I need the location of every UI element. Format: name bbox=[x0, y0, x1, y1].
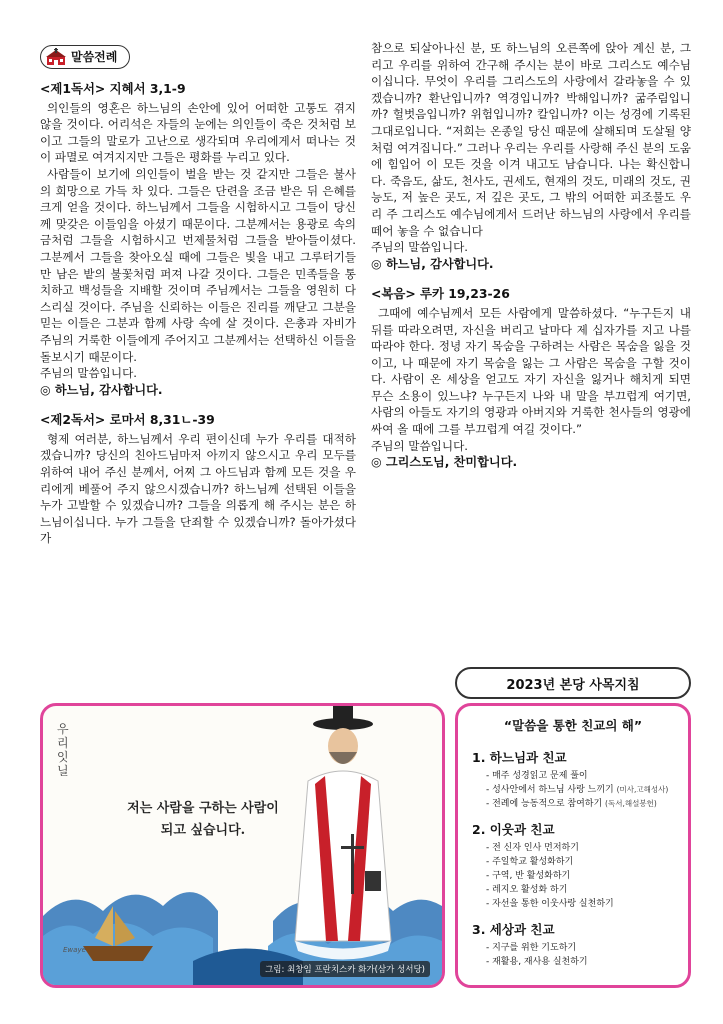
guide-section-title: 2. 이웃과 친교 bbox=[472, 822, 555, 837]
guide-item-note: (미사,고해성사) bbox=[616, 785, 669, 794]
reading1-heading bbox=[40, 81, 356, 98]
guide-item: - 구역, 반 활성화하기 bbox=[486, 871, 571, 881]
illustration-caption: 그림: 최창임 프란치스카 화가(삼가 성서당) bbox=[260, 961, 430, 977]
guide-section-title: 3. 세상과 친교 bbox=[472, 922, 555, 937]
gospel-closing: 주님의 말씀입니다. bbox=[371, 438, 468, 453]
quote-line-2: 되고 싶습니다. bbox=[160, 823, 246, 838]
reading2-response: ◎ 하느님, 감사합니다. bbox=[371, 256, 494, 271]
reading2-ref: 로마서 8,31ㄴ-39 bbox=[109, 412, 215, 428]
liturgy-badge bbox=[40, 45, 130, 69]
reading1-response: ◎ 하느님, 감사합니다. bbox=[40, 382, 163, 397]
reading2-closing: 주님의 말씀입니다. bbox=[371, 240, 468, 255]
guide-item-text: - 성사안에서 하느님 사랑 느끼기 bbox=[486, 785, 614, 795]
guide-item-text: - 매주 성경읽고 문제 풀이 bbox=[486, 771, 588, 781]
reading2-heading bbox=[40, 412, 356, 429]
pastoral-guide-box bbox=[455, 703, 691, 988]
guide-item: - 지구를 위한 기도하기 bbox=[486, 943, 577, 953]
reading2-paragraph-part2: 참으로 되살아나신 분, 또 하느님의 오른쪽에 앉아 계신 분, 그리고 우리를 위하여 간구해 주시는 분이 바로 그리스도 예수님이십니다. 무엇이 우리를 그리스도의 사랑에서 갈라놓을 수 있겠습니까? 환난입니까? 역경입니까? 박해입니까? 굶주림입니까? 헐벗음입니까? 위험입니까? 칼입니까? 이는 성경에 기록된 그대로입니다. “저희는 온종일 당신 때문에 살해되며 도살될 양처럼 여겨집니다.” 그러나 우리는 우리를 사랑해 주신 분의 도움에 힘입어 이 모든 것을 이겨 내고도 남습니다. 나는 확신합니다. 죽음도, 삶도, 천사도, 권세도, 현재의 것도, 미래의 것도, 권능도, 저 높은 곳도, 저 깊은 곳도, 그 밖의 어떠한 피조물도 우리 주 그리스도 예수님에게서 드러난 하느님의 사랑에서 우리를 떼어 놓을 수 없습니다 bbox=[371, 41, 691, 238]
guide-item-note: (독서,해설봉헌) bbox=[605, 799, 657, 808]
badge-label: 말씀전례 bbox=[71, 49, 118, 64]
pastoral-guide-title-text: 2023년 본당 사목지침 bbox=[506, 677, 640, 693]
artist-signature: Ewayé bbox=[63, 946, 86, 954]
gospel-heading bbox=[371, 286, 691, 303]
guide-section bbox=[468, 748, 678, 811]
guide-motto: “말씀을 통한 친교의 해” bbox=[503, 718, 643, 733]
pastoral-guide-title bbox=[455, 667, 691, 699]
gospel-ref: 루카 19,23-26 bbox=[420, 286, 510, 302]
guide-item: - 전 신자 인사 먼저하기 bbox=[486, 843, 579, 853]
gospel-paragraph: 그때에 예수님께서 모든 사람에게 말씀하셨다. “누구든지 내 뒤를 따라오려면, 자신을 버리고 날마다 제 십자가를 지고 나를 따라야 한다. 정녕 자기 목숨을 구하려는 사람은 목숨을 잃을 것이고, 나 때문에 자기 목숨을 잃는 그 사람은 목숨을 구할 것이다. 사람이 온 세상을 얻고도 자기 자신을 잃거나 해치게 되면 무슨 소용이 있느냐? 누구든지 나와 내 말을 부끄럽게 여기면, 사람의 아들도 자기의 영광과 아버지와 거룩한 천사들의 영광에 싸여 올 때에 그를 부끄럽게 여길 것이다.” bbox=[371, 305, 691, 437]
guide-item: - 자선을 통한 이웃사랑 실천하기 bbox=[486, 899, 614, 909]
guide-item: - 재활용, 재사용 실천하기 bbox=[486, 957, 588, 967]
reading1-paragraph-2: 사람들이 보기에 의인들이 벌을 받는 것 같지만 그들은 불사의 희망으로 가득 차 있다. 그들은 단련을 조금 받은 뒤 은혜를 크게 얻을 것이다. 하느님께서 그들을 시험하시고 그들이 당신께 맞갖은 이들임을 아셨기 때문이다. 그분께서는 용광로 속의 금처럼 그들을 시험하시고 번제물처럼 그들을 받아들이셨다. 그분께서 그들을 찾아오실 때에 그들은 빛을 내고 그루터기들만 남은 밭의 불꽃처럼 퍼져 나갈 것이다. 그들은 민족들을 통치하고 백성들을 지배할 것이며 주님께서는 그들을 영원히 다스리실 것이다. 주님을 신뢰하는 이들은 진리를 깨닫고 그분을 믿는 이들은 그분과 함께 사랑 속에 살 것이다. 은총과 자비가 주님의 거룩한 이들에게 주어지고 그분께서는 선택하신 이들을 돌보시기 때문이다. bbox=[40, 166, 356, 364]
reading2-paragraph-part1: 형제 여러분, 하느님께서 우리 편이신데 누가 우리를 대적하겠습니까? 당신의 친아드님마저 아끼지 않으시고 우리 모두를 위하여 내어 주신 분께서, 어찌 그 아드님과 함께 모든 것을 우리에게 베풀어 주지 않으시겠습니까? 하느님께 선택된 이들을 누가 고발할 수 있겠습니까? 그들을 의롭게 해 주시는 분은 하느님이십니다. 누가 그들을 단죄할 수 있겠습니까? 돌아가셨다가 bbox=[40, 431, 356, 546]
reading2-label: <제2독서> bbox=[40, 412, 106, 428]
saint-illustration bbox=[40, 703, 445, 988]
guide-item-text: - 전례에 능동적으로 참여하기 bbox=[486, 799, 603, 809]
guide-section bbox=[468, 920, 678, 969]
gospel-response: ◎ 그리스도님, 찬미합니다. bbox=[371, 455, 518, 470]
guide-item bbox=[486, 797, 678, 811]
vertical-signature: 우리 잇닐 bbox=[57, 722, 69, 778]
illustration-quote bbox=[83, 798, 323, 842]
guide-section-title: 1. 하느님과 친교 bbox=[472, 750, 567, 765]
saint-artwork bbox=[43, 706, 442, 985]
guide-item: - 주일학교 활성화하기 bbox=[486, 857, 574, 867]
guide-item bbox=[486, 783, 678, 797]
gospel-label: <복음> bbox=[371, 286, 416, 302]
left-column bbox=[40, 45, 356, 547]
right-column bbox=[371, 40, 691, 471]
reading1-ref: 지혜서 3,1-9 bbox=[109, 81, 186, 96]
reading1-paragraph-1: 의인들의 영혼은 하느님의 손안에 있어 어떠한 고통도 겪지 않을 것이다. 어리석은 자들의 눈에는 의인들이 죽은 것처럼 보이고 그들의 말로가 고난으로 생각되며 우리에게서 떠나는 것이 파멸로 여겨지지만 그들은 평화를 누리고 있다. bbox=[40, 100, 356, 165]
quote-line-1: 저는 사람을 구하는 사람이 bbox=[127, 801, 279, 816]
reading1-label: <제1독서> bbox=[40, 81, 106, 96]
guide-item bbox=[486, 769, 678, 783]
guide-section bbox=[468, 820, 678, 911]
reading1-closing: 주님의 말씀입니다. bbox=[40, 366, 137, 381]
church-icon bbox=[45, 48, 67, 66]
guide-item: - 레지오 활성화 하기 bbox=[486, 885, 568, 895]
